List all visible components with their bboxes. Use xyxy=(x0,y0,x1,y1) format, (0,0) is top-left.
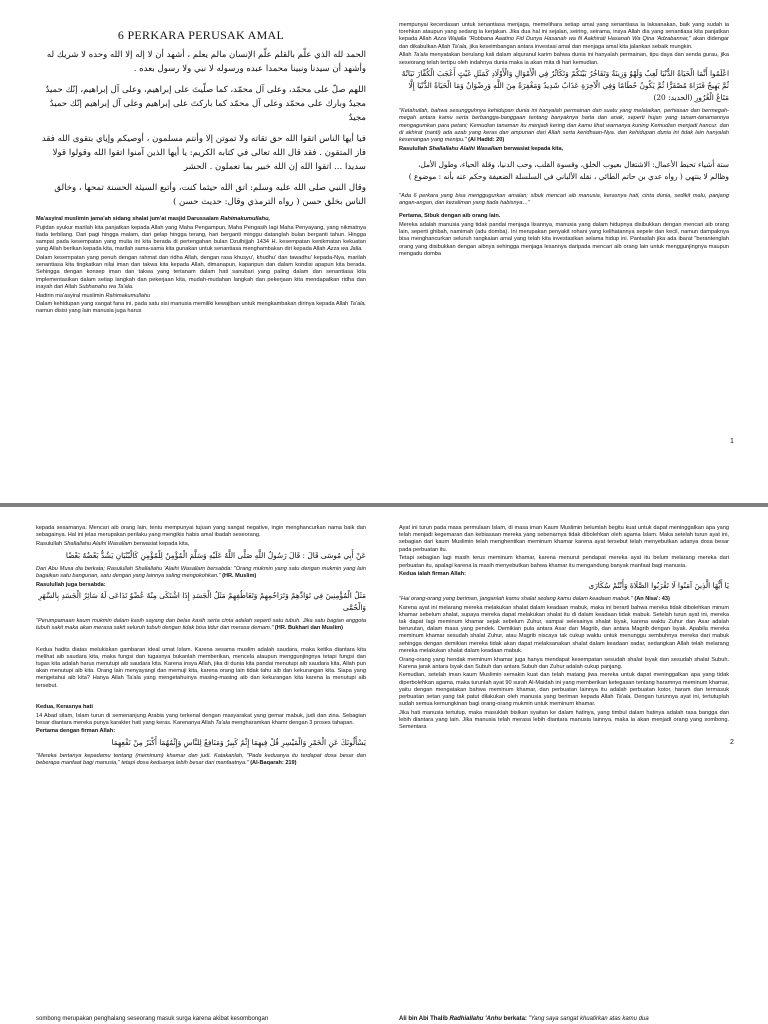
page-1-right-column xyxy=(399,22,729,442)
quote-translation: "Hai orang-orang yang beriman, janganlah kamu shalat sedang kamu dalam keadaan mabuk." (An Nisa': 43) xyxy=(399,595,670,602)
page-3-right-line: Ali bin Abi Thalib Radhiallahu 'Anhu berkata: "Yang saya sangat khuatirkan atas kamu dua xyxy=(399,1016,649,1022)
arabic-opening-praise: الحمد لله الذي علّم بالقلم علّم الإنسان مالم يعلم ، أشهد أن لا إله إلا الله وحده لا شريك له وأشهد أن سيدنا ونبينا محمدا عبده ورسوله لا نبي ولا رسول بعده . xyxy=(46,50,366,74)
arabic-verse-an-nisa: يَا أَيُّهَا الَّذِينَ آمَنُوا لَا تَقْرَبُوا الصَّلَاةَ وَأَنْتُمْ سُكَارَى xyxy=(588,580,729,590)
paragraph: Kemudian, setelah iman kaum Muslimin semakin kuat dan telah matang jiwa mereka untuk dapat meninggalkan apa yang tidak diperbolehkan agama, maka turunlah ayat 90 surah Al-Maidah ini yang memberikan ketegasan tentang haramnya meminum khamar, yaitu dengan mengatakan bahwa meminum khamar, dan perbuatan lainnya itu adalah perbuatan kotor, haram dan termasuk perbuatan setan yang tak patut dilakukan oleh manusia yang beriman kepada Allah Ta'ala. Dengan turunnya ayat ini, tertutuplah sudah semua kemungkinan bagi orang-orang mukmin untuk meminum khamar. xyxy=(399,672,729,708)
arabic-hadith-tirmidhi: وقال النبي صلى الله عليه وسلم: اتق الله حيثما كنت، وأتبع السيئة الحسنة تمحها ، وخالق الناس بخلق حسن ( رواه الترمذي وقال: حديث حسن ) xyxy=(54,183,366,207)
quote-translation: "Mereka bertanya kepadamu tentang (meminum) khamar dan judi. Katakanlah, "Pada keduanya itu terdapat dosa besar dan beberapa manfaat bagi manusia," tetapi dosa keduanya lebih besar dari manfaatnya." (Al-Baqarah: 219) xyxy=(36,753,366,767)
page-1 xyxy=(0,0,768,503)
arabic-six-matters: ستة أشياء تحبط الأعمال: الاشتغال بعيوب الخلق، وقسوة القلب، وحب الدنيا، وقلة الحياء، وطول الأمل، وظالم لا ينتهي ( رواه عدي بن حاتم الطائي ، نقله الألباني في السلسلة الضعيفة وحكم عنه بأنه : موضوع ) xyxy=(408,159,729,181)
arabic-verse-al-hadid: اعْلَمُوا أَنَّمَا الْحَيَاةُ الدُّنْيَا لَعِبٌ وَلَهْوٌ وَزِينَةٌ وَتَفَاخُرٌ بَيْنَكُمْ وَتَكَاثُرٌ فِي الْأَمْوَالِ وَالْأَوْلَادِ كَمَثَلِ غَيْثٍ أَعْجَبَ الْكُفَّارَ نَبَاتُهُ ثُمَّ يَهِيجُ فَتَرَاهُ مُصْفَرًّا ثُمَّ يَكُونُ حُطَامًا وَفِي الْآخِرَةِ عَذَابٌ شَدِيدٌ وَمَغْفِرَةٌ مِنَ اللَّهِ وَرِضْوَانٌ وَمَا الْحَيَاةُ الدُّنْيَا إِلَّا مَتَاعُ الْغُرُورِ (الحديد: 20) xyxy=(401,69,729,103)
quote-translation: "Perumpamaan kaum mukmin dalam kasih sayang dan belas kasih serta cinta adalah seperti satu tubuh. Jika satu bagian anggota tubuh sakit maka akan merasa sakit seluruh tubuh dengan tidak bisa tidur dan merasa demam." (HR. Bukhari dan Muslim) xyxy=(36,618,366,632)
paragraph: Dalam kehidupan yang sangat fana ini, pada satu sisi manusia memiliki kewajiban untuk mengkambakan dirinya kepada Allah Ta'ala, namun disisi yang lain manusia juga harus xyxy=(36,301,366,315)
paragraph: kepada sesamanya. Mencari aib orang lain, tentu mempunyai tujuan yang sangat negative, ingin menghancurkan nama baik dan sebagainya. Hal ini jelas merupakan perilaku yang mengikis habis amal ibadah seseorang. xyxy=(36,525,366,539)
page-3-left-line: sombong merupakan penghalang seseorang masuk surga karena akibat kesombongan xyxy=(36,1016,269,1022)
document-title: 6 PERKARA PERUSAK AMAL xyxy=(117,28,285,42)
page-3 xyxy=(0,1014,768,1024)
arabic-verse-al-baqarah: يَسْأَلُونَكَ عَنِ الْخَمْرِ وَالْمَيْسِرِ قُلْ فِيهِمَا إِثْمٌ كَبِيرٌ وَمَنَافِعُ لِلنَّاسِ وَإِثْمُهُمَا أَكْبَرُ مِنْ نَفْعِهِمَا xyxy=(111,738,366,748)
page-number: 2 xyxy=(730,739,734,746)
page-number: 1 xyxy=(730,438,734,445)
quote-translation: "Ketahuilah, bahwa sesungguhnya kehidupan dunia ini hanyalah permainan dan suatu yang melalaikan, perhiasan dan bermegah- megah antara kamu serta berbangga-banggaan tentang banyaknya harta dan anak, seperti hujan yang tanam-tanamannya mengagumkan para petani; Kemudian tanaman itu menjadi kering dan kamu lihat warnanya kuning Kemudian menjadi hancur. dan di akhirat (nanti) ada azab yang keras dan ampunan dari Allah serta keridhaan-Nya. dan kehidupan dunia ini tidak lain hanyalah kesenangan yang menipu." (Al Hadid: 20) xyxy=(399,108,729,144)
paragraph: Ayat ini turun pada masa permulaan Islam, di masa iman Kaum Muslimin belumlah begitu kuat untuk dapat meninggalkan apa yang telah menjadi kegemaran dan kebiasaan mereka yang sebenarnya tidak dibolehkan oleh agama Islam. Maka setelah turun ayat ini, sebagian dari kaum Muslimin telah menghentikan meminum khamar karena ayat tersebut telah menyebutkan adanya dosa besar pada perbuatan itu. xyxy=(399,525,729,553)
paragraph: Tetapi sebagian lagi masih terus meminum khamar, karena menurut pendapat mereka ayat itu belum melarang mereka dari perbuatan itu, apalagi karena la masih menyebutkan bahwa khamar itu mengandung banyak manfaat bagi manusia. xyxy=(399,555,729,569)
quote-translation: "Ada 6 perkara yang bisa menggugurkan amalan; sibuk mencari aib manusia, kerasnya hati, cinta dunia, sedikit malu, panjang angan-angan, dan kezaliman yang tiada habisnya…" xyxy=(399,192,729,207)
paragraph: Pertama dengan firman Allah: xyxy=(36,728,116,735)
paragraph: 14 Abad silam, Islam turun di semenanjung Arabia yang terkenal dengan masyarakat yang gemar mabuk, judi dan zina. Sebagian besar diantara mereka punya karakter hati yang keras. Karenanya Allah Ta'ala mengharamkan khamr dengan 3 proses tahapan. xyxy=(36,712,366,726)
paragraph: Rasulullah Shallallahu Alaihi Wasallam berwasiat kepada kita, xyxy=(399,145,564,152)
paragraph: Karena ayat ini melarang mereka melakukan shalat dalam keadaan mabuk, maka ini berarti bahwa mereka tidak dibolehkan minum khamar sebelum shalat, supaya mereka dapat melakukan shalat itu di dalam keadaan tidak mabuk. Setelah turun ayat ini, mereka tak dapat lagi meminum khamar sejak sebelum Zuhur, sampai selesainya shalat Isyak, karena waktu Zuhur dan Asar adalah berurutan, dalam masa yang pendek. Demikian pula antara Asar dan Magrib, dan antara Magrib dengan Isyak. Apabila mereka meminum khamar sesudah shalat Zuhur, atau Magrib niscaya tak cukup waktu untuk menunggu sembuhnya mereka dari mabuk sehingga dengan demikian mereka tidak akan dapat melaksanakan shalat dalam keadaan sadar, sedangkan Allah telah melarang mereka melakukan shalat dalam keadaan mabuk. xyxy=(399,604,729,654)
section-heading: Pertama, Sibuk dengan aib orang lain. xyxy=(399,213,501,220)
page-2 xyxy=(0,507,768,1019)
paragraph: Rasulullah Shallallahu Alaihi Wasallam berwasiat kepada kita, xyxy=(36,540,190,547)
page-1-left-column xyxy=(36,28,366,498)
paragraph: Allah Ta'ala menyatakan berulang kali dalam alquranul karim bahwa dunia ini hanyalah permainan, tipu daya dan senda gurau, jika seseorang telah tertipu oleh indahnya dunia maka ia akan mita di hari kemudian. xyxy=(399,52,729,66)
page-2-right-column xyxy=(399,525,729,1005)
paragraph: Jika hati manusia tertutup, maka masuklah bisikan syaitan ke dalam hatinya, yang timbul dalam hatinya adalah rasa bangga dan lebih diantara yang lain. Jika manusia telah merasa lebih diantara manusia lainnya, maka ia akan menjadi orang yang sombong. Sementara xyxy=(399,709,729,731)
paragraph: Dalam kesempatan yang penuh dengan rahmat dan ridha Allah, dengan rasa khusyu', khudhu' dan tawadhu' kepada-Nya, marilah senantiasa kita tingkatkan nilai iman dan takwa kita kepada Allah, dimanapun, kapanpun dan dalam kondisi apapun kita berada. Sehingga dengan konsep iman dan takwa yang tertanam dalam hati sanubari yang paling dalam dan senantiasa kita implementasikan dalam setiap langkah dan pekerjaan kita, mudah-mudahan langkah dan pekerjaan kita mendapatkan ridha dan inayah dari Allah Subhanahu wa Ta'ala. xyxy=(36,255,366,290)
paragraph: Mereka adalah manusia yang tidak pandai menjaga lisannya, manusia yang dalam hidupnya disibukkan dengan mencari aib orang lain, seperti ghibah, namimah (adu domba). Ini merupakan penyakit rohani yang kelihatannya sepele dan kecil, namun dampaknya bisa menghancurkan seluruh rangkaian amal yang telah kita investasikan selama hidup ini. Pantaslah jika ada ibarat "berantenglah orang yang disibukkan dengan aibnya sehingga menjaga lesannya daripada mencari aib orang lain untuk menggunjingnya maupun mengadu domba xyxy=(399,222,729,257)
paragraph: Kedua ialah firman Allah: xyxy=(399,571,466,578)
quote-translation: Dari Abu Musa dia berkata; Rasulullah Shallallahu 'Alaihi Wasallam bersabda: "Orang mukmin yang satu dengan mukmin yang lain bagaikan satu bangunan, satu dengan yang lainnya saling mengokohkan." (HR. Muslim) xyxy=(36,565,366,579)
paragraph: Rasulullah juga bersabda: xyxy=(36,581,106,588)
paragraph: Pujidan syukur marilah kita panjatkan kepada Allah yang Maha Pengampun, Maha Pengasih lagi Maha Penyayang, yang nikmatnya tiada terbilang. Dari pagi hingga malam, dari gelap hingga terang, hari berganti minggu datanglah bulan berganti tahun. Hingga sampai pada kesempatan yang mulia ini kita berada di pertengahan bulan Dzulhijjah 1434 H. kesempatan kenikmatan kekuatan yang Allah berikan kepada kita, marilah sama-sama kita gunakan untuk senantiasa menghambakan diri kepada Allah Azza wa Jalla. xyxy=(36,224,366,253)
arabic-taqwa-exhortation: فيا أيها الناس اتقوا الله حق تقاته ولا تموتن إلا وأنتم مسلمون ، أوصيكم وإياي بتقوى الله فقد فاز المتقون . فقد قال الله تعالى في كتابه الكريم: يا أيها الذين آمنوا اتقوا الله وقولوا قولا سديدا ... اتقوا الله إن الله خبير بما تعملون . الحشر xyxy=(41,134,366,172)
page-2-left-column xyxy=(36,525,366,1005)
paragraph: mempunyai kecerdasan untuk senantiasa menjaga, memelihara setiap amal yang senantiasa ia laksanakan, baik yang sudah ia torehkan ataupun yang sedang ia kerjakan. Jika dua hal ini sejalan, seiring, seirama, insya Allah dia yang senantiasa kita panjatkan kepada Allah Azza Wajalla "Robbana Aaatino Fid Dunya Hasanah wa fil Aakhirati Hasanah Wa Qina 'Adzabannar," akan didengar dan dikabulkan Allah Ta'ala, jika keseimbangan antara investasi amal dan menjaga amal kita jalankan sebaik mungkin. xyxy=(399,22,729,50)
paragraph: Kedua hadits diatas melukiskan gambaran ideal umat Islam. Karena sesama muslim adalah saudara, maka ketika diantara kita melihat aib saudara kita, maka fungsi dan tugasnya bukanlah memberikan, mencela ataupun menggunjingnya tetapi fungsi dan tugas kita adalah harus menutupi aib saudara kita. Karena insya Allah, jika di dunia kita pandai menutupi aib saudara kita, Allah pun akan menutupi aib kita. Orang lain menyayangi dan memuji kita, karena orang lain tidak tahu aib dan kekurangan kita. Siapa yang mengetahui aib kita? Hanya Allah Ta'ala yang mengetahuinya masing-masing aib dan kekurangan kita karena la menutupi aib tersebut. xyxy=(36,646,366,689)
section-heading: Kedua, Kerasnya hati xyxy=(36,703,93,710)
arabic-hadith-body: مَثَلُ الْمُؤْمِنِينَ فِي تَوَادِّهِمْ وَتَرَاحُمِهِمْ وَتَعَاطُفِهِمْ مَثَلُ الْجَسَدِ إِذَا اشْتَكَى مِنْهُ عُضْوٌ تَدَاعَى لَهُ سَائِرُ الْجَسَدِ بِالسَّهَرِ وَالْحُمَّى xyxy=(38,591,366,613)
paragraph: Ma'asyiral muslimin jama'ah sidang shalat jum'at masjid Darussalam Rahimakumullahu, xyxy=(36,216,271,222)
arabic-shalawat: اللهم صلّ على محمّد، وعلى آل محمّد، كما صلّيتَ على إبراهيم، وعلى آل إبراهيم، إنّك حميدٌ مجيدٌ وبارك على محمّد وعلى آل محمّد كما باركتَ على إبراهيم وعلى آل إبراهيم إنّك حميدٌ مجيدٌ xyxy=(45,85,366,123)
paragraph: Orang-orang yang hendak meminum khamar juga hanya mendapat kesempatan sesudah shalat Isyak dan sesudah shalat Subuh. Karena jarak antara Isyak dan Subuh dan antara Subuh dan Zuhur adalah cukup panjang. xyxy=(399,656,729,670)
paragraph: Hadirin ma'asyiral muslimin Rahimakumullahu xyxy=(36,292,151,299)
arabic-hadith-building: عَنْ أَبِي مُوسَى قَالَ : قَالَ رَسُولُ اللَّهِ صَلَّى اللَّهُ عَلَيْهِ وَسَلَّمَ الْمُؤْمِنُ لِلْمُؤْمِنِ كَالْبُنْيَانِ يَشُدُّ بَعْضُهُ بَعْضًا xyxy=(65,550,366,560)
